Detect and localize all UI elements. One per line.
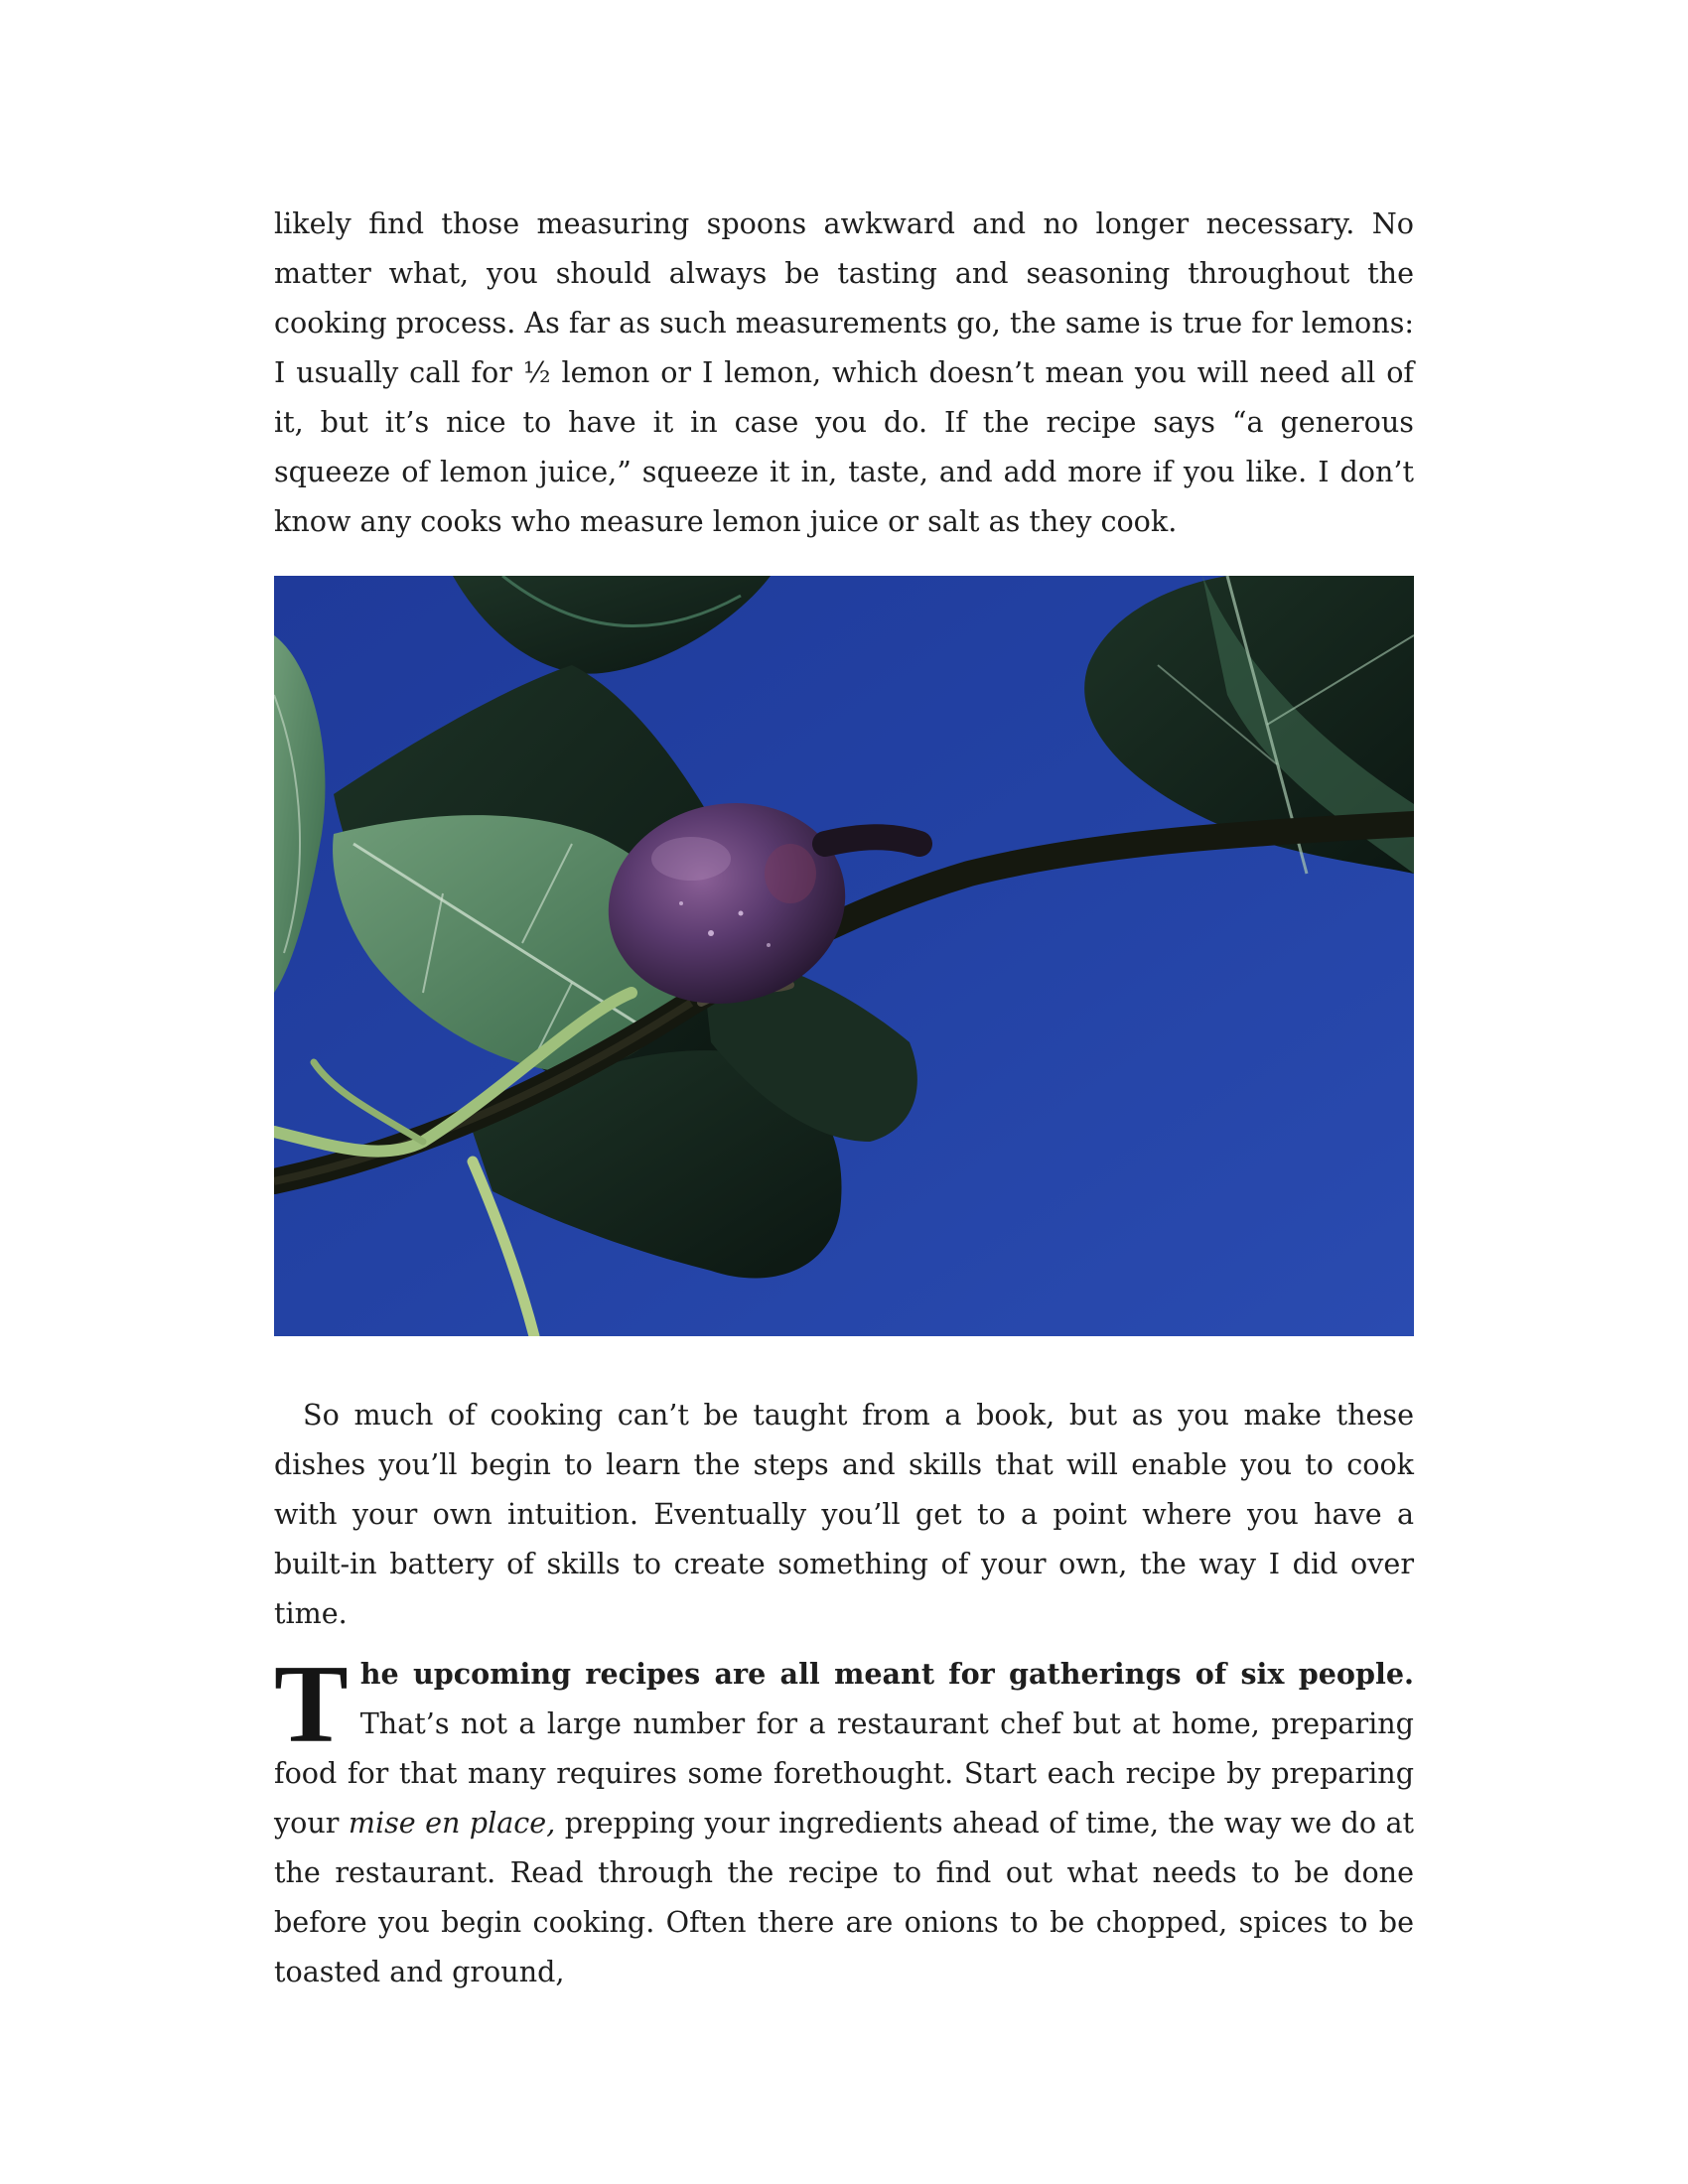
fig-branch-image	[274, 576, 1414, 1336]
lead-in-bold: he upcoming recipes are all meant for gatherings of six people.	[359, 1657, 1414, 1691]
book-page	[274, 199, 1414, 1996]
paragraph-measuring: likely find those measuring spoons awkward and no longer necessary. No matter what, you should always be tasting and seasoning throughout the cooking process. As far as such measurements go, the same is true for lemons: I usually call for ½ lemon or I lemon, which doesn’t mean you will need all of it, but it’s nice to have it in case you do. If the recipe says “a generous squeeze of lemon juice,” squeeze it in, taste, and add more if you like. I don’t know any cooks who measure lemon juice or salt as they cook.	[274, 206, 1414, 538]
mise-en-place-italic: mise en place,	[348, 1806, 556, 1840]
paragraph-text-b: prepping your ingredients ahead of time, the way we do at the restaurant. Read through the recipe to find out what needs to be done before you begin cooking. Often there are onions to be chopped, spices to be toasted and ground,	[274, 1806, 1414, 1988]
paragraph-intuition: So much of cooking can’t be taught from a book, but as you make these dishes you’ll begin to learn the steps and skills that will enable you to cook with your own intuition. Eventually you’ll get to a point where you have a built-in battery of skills to create something of your own, the way I did over time.	[274, 1398, 1414, 1630]
drop-cap: T	[274, 1643, 349, 1766]
fig-tree-photo	[274, 576, 1414, 1336]
paragraph-gatherings	[274, 1643, 1414, 1996]
paragraph-text-a: That’s not a large number for a restaurant chef but at home, preparing food for that many requires some forethought. Start each recipe by preparing your	[274, 1706, 1414, 1840]
